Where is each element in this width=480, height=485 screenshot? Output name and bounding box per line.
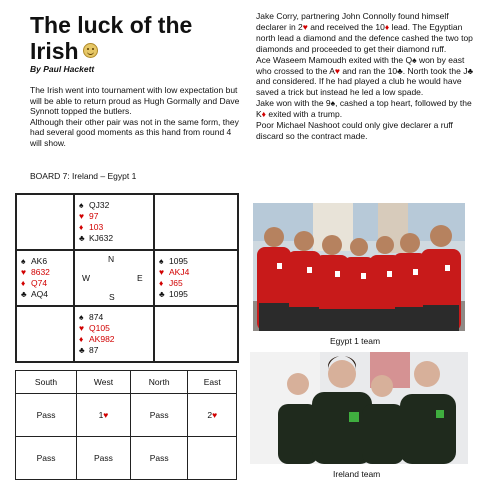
spade-icon: ♠	[79, 312, 84, 322]
board-heading: BOARD 7: Ireland – Egypt 1	[30, 171, 137, 181]
ireland-team-photo	[250, 352, 468, 464]
south-hand	[74, 306, 154, 362]
auction-header-north: North	[130, 371, 188, 394]
compass-north: N	[108, 254, 115, 264]
west-hearts: 8632	[31, 267, 50, 277]
auction-call: Pass	[77, 437, 131, 480]
east-spades: 1095	[169, 256, 188, 266]
club-icon: ♣	[79, 233, 85, 243]
compass	[74, 250, 154, 306]
spade-icon: ♠	[159, 256, 164, 266]
diamond-icon: ♦	[79, 334, 84, 344]
east-clubs: 1095	[169, 289, 188, 299]
east-hearts: AKJ4	[169, 267, 190, 277]
south-hearts: Q105	[89, 323, 110, 333]
diamond-icon: ♦	[79, 222, 84, 232]
club-icon: ♣	[79, 345, 85, 355]
deal-empty-cell	[16, 194, 74, 250]
auction-table	[15, 370, 237, 480]
north-diamonds: 103	[89, 222, 104, 232]
title-line-1: The luck of the	[30, 12, 193, 38]
intro-text	[30, 85, 245, 149]
auction-row	[16, 394, 237, 437]
diamond-icon: ♦	[384, 21, 390, 32]
deal-diagram	[15, 193, 239, 363]
east-diamonds: J65	[169, 278, 183, 288]
compass-west: W	[82, 273, 91, 283]
north-hearts: 97	[89, 211, 99, 221]
south-clubs: 87	[89, 345, 99, 355]
east-hand	[154, 250, 238, 306]
auction-row	[16, 437, 237, 480]
west-bid-level: 1	[98, 410, 104, 420]
heart-icon: ♥	[334, 65, 340, 76]
west-diamonds: Q74	[31, 278, 48, 288]
auction-call: Pass	[130, 437, 188, 480]
heart-icon: ♥	[103, 410, 109, 420]
auction-call: Pass	[130, 394, 188, 437]
west-spades: AK6	[31, 256, 48, 266]
heart-icon: ♥	[159, 267, 165, 277]
deal-empty-cell	[154, 306, 238, 362]
west-hand	[16, 250, 74, 306]
ireland-photo-caption: Ireland team	[333, 469, 381, 479]
heart-icon: ♥	[21, 267, 27, 277]
intro-paragraph: The Irish went into tournament with low expectation but will be able to return proud as Hugh Gormally and Dave Synnott topped the butlers.	[30, 85, 240, 117]
auction-header-south: South	[16, 371, 77, 394]
auction-call	[188, 394, 237, 437]
narrative-paragraph: Poor Michael Nashoot could only give declarer a ruff discard so the contract made.	[256, 120, 453, 141]
title-line-2: Irish	[30, 38, 79, 64]
heart-icon: ♥	[212, 410, 218, 420]
auction-call	[188, 437, 237, 480]
deal-empty-cell	[154, 194, 238, 250]
compass-east: E	[137, 273, 143, 283]
egypt-team-photo	[253, 203, 465, 331]
spade-icon: ♠	[330, 98, 336, 109]
compass-south: S	[109, 292, 115, 302]
club-icon: ♣	[21, 289, 27, 299]
auction-header-west: West	[77, 371, 131, 394]
diamond-icon: ♦	[21, 278, 26, 288]
play-narrative	[256, 11, 474, 142]
east-bid-level: 2	[207, 410, 213, 420]
diamond-icon: ♦	[159, 278, 164, 288]
north-spades: QJ32	[89, 200, 110, 210]
spade-icon: ♠	[21, 256, 26, 266]
auction-header-east: East	[188, 371, 237, 394]
auction-header-row	[16, 371, 237, 394]
narrative-paragraph: Jake won with the 9♠, cashed a top heart, followed by the K♦ exited with a trump.	[256, 98, 472, 120]
auction-call: Pass	[16, 394, 77, 437]
heart-icon: ♥	[79, 211, 85, 221]
south-spades: 874	[89, 312, 104, 322]
narrative-paragraph: Jake Corry, partnering John Connolly found himself declarer in 2♥ and received the 10♦ lead. The Egyptian north lead a diamond and the defence cashed the two top diamonds and proceeded to get their diamond ruff.	[256, 11, 473, 54]
club-icon: ♣	[397, 65, 403, 76]
club-icon: ♣	[467, 65, 474, 76]
egypt-photo-caption: Egypt 1 team	[330, 336, 381, 346]
narrative-paragraph: Ace Waseem Mamoudh exited with the Q♠ won by east who crossed to the A♥ and ran the 10♣. North took the J♣ and considered. If he had played a club he would have saved a trick but instead he led a low spade.	[256, 54, 474, 98]
auction-call: Pass	[16, 437, 77, 480]
intro-paragraph: Although their other pair was not in the same form, they had several good moments as this hand from round 4 will show.	[30, 116, 239, 148]
byline: By Paul Hackett	[30, 64, 95, 74]
south-diamonds: AK982	[89, 334, 115, 344]
west-clubs: AQ4	[31, 289, 49, 299]
spade-icon: ♠	[412, 54, 417, 65]
spade-icon: ♠	[79, 200, 84, 210]
smiley-icon	[83, 43, 98, 58]
article-title	[30, 12, 230, 64]
diamond-icon: ♦	[261, 109, 267, 120]
north-hand	[74, 194, 154, 250]
deal-empty-cell	[16, 306, 74, 362]
auction-call	[77, 394, 131, 437]
club-icon: ♣	[159, 289, 165, 299]
north-clubs: KJ632	[89, 233, 114, 243]
heart-icon: ♥	[79, 323, 85, 333]
heart-icon: ♥	[302, 21, 308, 32]
